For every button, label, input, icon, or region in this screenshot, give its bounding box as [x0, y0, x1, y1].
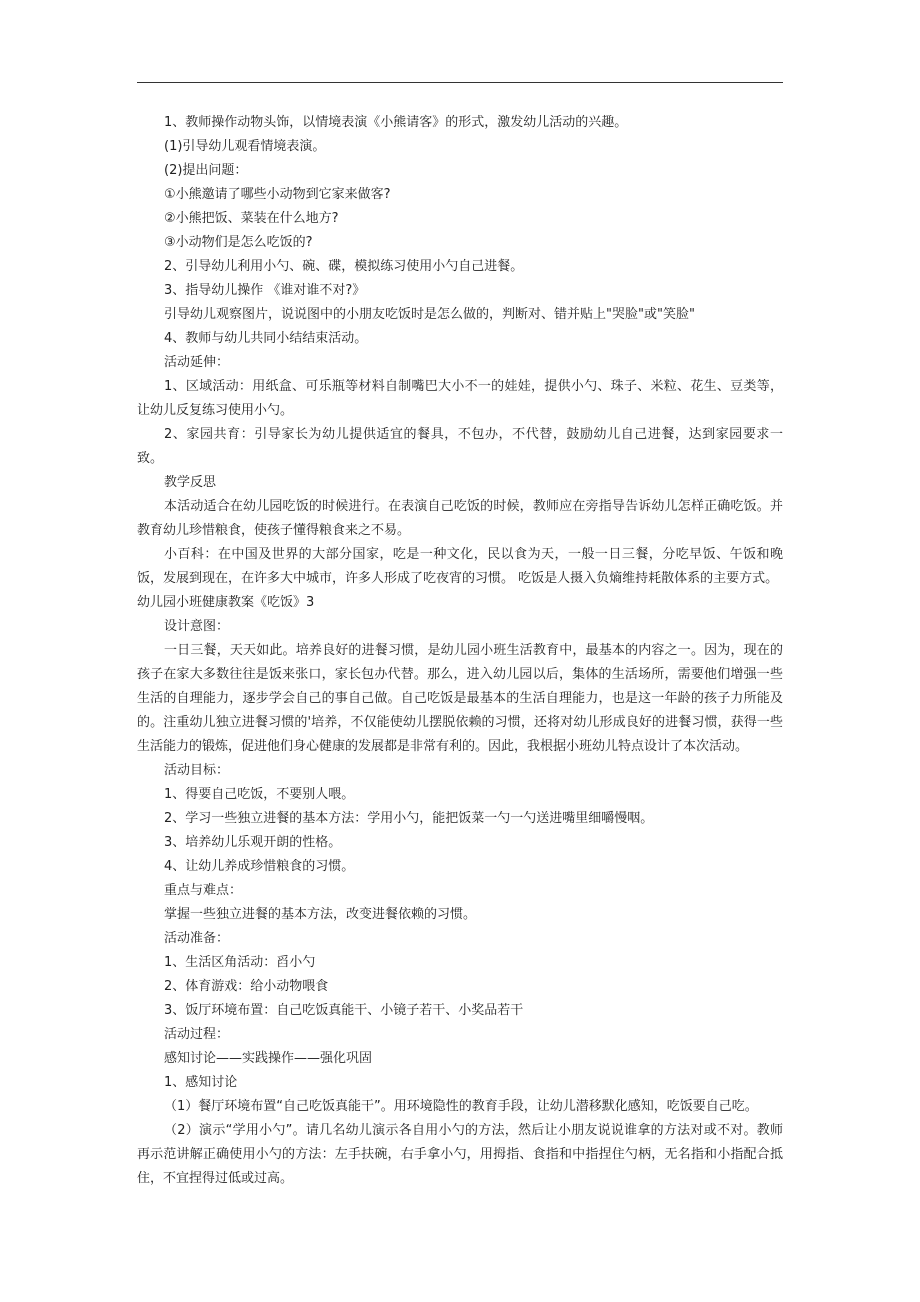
header-rule [137, 82, 783, 83]
paragraph: (2)提出问题： [164, 163, 248, 178]
paragraph: 4、让幼儿养成珍惜粮食的习惯。 [164, 859, 355, 874]
paragraph: 1、得要自己吃饭，不要别人喂。 [164, 787, 355, 802]
paragraph: 2、家园共育：引导家长为幼儿提供适宜的餐具，不包办，不代替，鼓励幼儿自己进餐，达到家园要求一致。 [137, 427, 783, 466]
section-heading: 重点与难点： [164, 883, 243, 898]
paragraph: 感知讨论——实践操作——强化巩固 [164, 1051, 373, 1066]
paragraph: 1、教师操作动物头饰，以情境表演《小熊请客》的形式，激发幼儿活动的兴趣。 [164, 115, 628, 130]
paragraph: （2）演示“学用小勺”。请几名幼儿演示各自用小勺的方法，然后让小朋友说说谁拿的方法对或不对。教师再示范讲解正确使用小勺的方法：左手扶碗，右手拿小勺，用拇指、食指和中指捏住勺柄，无名指和小指配合抵住，不宜捏得过低或过高。 [137, 1123, 783, 1186]
paragraph: 1、感知讨论 [164, 1075, 238, 1090]
paragraph: 2、学习一些独立进餐的基本方法：学用小勺，能把饭菜一勺一勺送进嘴里细嚼慢咽。 [164, 811, 654, 826]
section-heading: 活动准备： [164, 931, 230, 946]
paragraph: 3、培养幼儿乐观开朗的性格。 [164, 835, 342, 850]
paragraph: ②小熊把饭、菜装在什么地方? [164, 211, 339, 226]
section-heading: 活动目标： [164, 763, 230, 778]
document-title: 幼儿园小班健康教案《吃饭》3 [137, 595, 315, 610]
document-body [137, 111, 783, 1191]
paragraph: (1)引导幼儿观看情境表演。 [164, 139, 326, 154]
section-heading: 活动延伸： [164, 355, 230, 370]
paragraph: 1、生活区角活动：舀小勺 [164, 955, 316, 970]
section-heading: 活动过程： [164, 1027, 230, 1042]
section-heading: 教学反思 [164, 475, 217, 490]
paragraph: 3、饭厅环境布置：自己吃饭真能干、小镜子若干、小奖品若干 [164, 1003, 524, 1018]
paragraph: 2、引导幼儿利用小勺、碗、碟，模拟练习使用小勺自己进餐。 [164, 259, 524, 274]
paragraph: 引导幼儿观察图片，说说图中的小朋友吃饭时是怎么做的，判断对、错并贴上"哭脸"或"笑脸" [164, 307, 695, 322]
paragraph: 一日三餐，天天如此。培养良好的进餐习惯，是幼儿园小班生活教育中，最基本的内容之一。因为，现在的孩子在家大多数往往是饭来张口，家长包办代替。那么，进入幼儿园以后，集体的生活场所，需要他们增强一些生活的自理能力，逐步学会自己的事自己做。自己吃饭是最基本的生活自理能力，也是这一年龄的孩子力所能及的。注重幼儿独立进餐习惯的'培养，不仅能使幼儿摆脱依赖的习惯，还将对幼儿形成良好的进餐习惯，获得一些生活能力的锻炼，促进他们身心健康的发展都是非常有利的。因此，我根据小班幼儿特点设计了本次活动。 [137, 643, 783, 754]
paragraph: 掌握一些独立进餐的基本方法，改变进餐依赖的习惯。 [164, 907, 477, 922]
paragraph: 4、教师与幼儿共同小结结束活动。 [164, 331, 368, 346]
paragraph: （1）餐厅环境布置“自己吃饭真能干”。用环境隐性的教育手段，让幼儿潜移默化感知，吃饭要自己吃。 [164, 1099, 758, 1114]
paragraph: ③小动物们是怎么吃饭的? [164, 235, 313, 250]
paragraph: 本活动适合在幼儿园吃饭的时候进行。在表演自己吃饭的时候，教师应在旁指导告诉幼儿怎样正确吃饭。并教育幼儿珍惜粮食，使孩子懂得粮食来之不易。 [137, 499, 783, 538]
section-heading: 设计意图： [164, 619, 230, 634]
paragraph: 3、指导幼儿操作 《谁对谁不对?》 [164, 283, 366, 298]
paragraph: 1、区域活动：用纸盒、可乐瓶等材料自制嘴巴大小不一的娃娃，提供小勺、珠子、米粒、花生、豆类等，让幼儿反复练习使用小勺。 [137, 379, 783, 418]
paragraph: 2、体育游戏：给小动物喂食 [164, 979, 329, 994]
paragraph: 小百科：在中国及世界的大部分国家，吃是一种文化，民以食为天，一般一日三餐，分吃早饭、午饭和晚饭，发展到现在，在许多大中城市，许多人形成了吃夜宵的习惯。 吃饭是人摄入负熵维持耗散体系的主要方式。 [137, 547, 783, 586]
paragraph: ①小熊邀请了哪些小动物到它家来做客? [164, 187, 391, 202]
